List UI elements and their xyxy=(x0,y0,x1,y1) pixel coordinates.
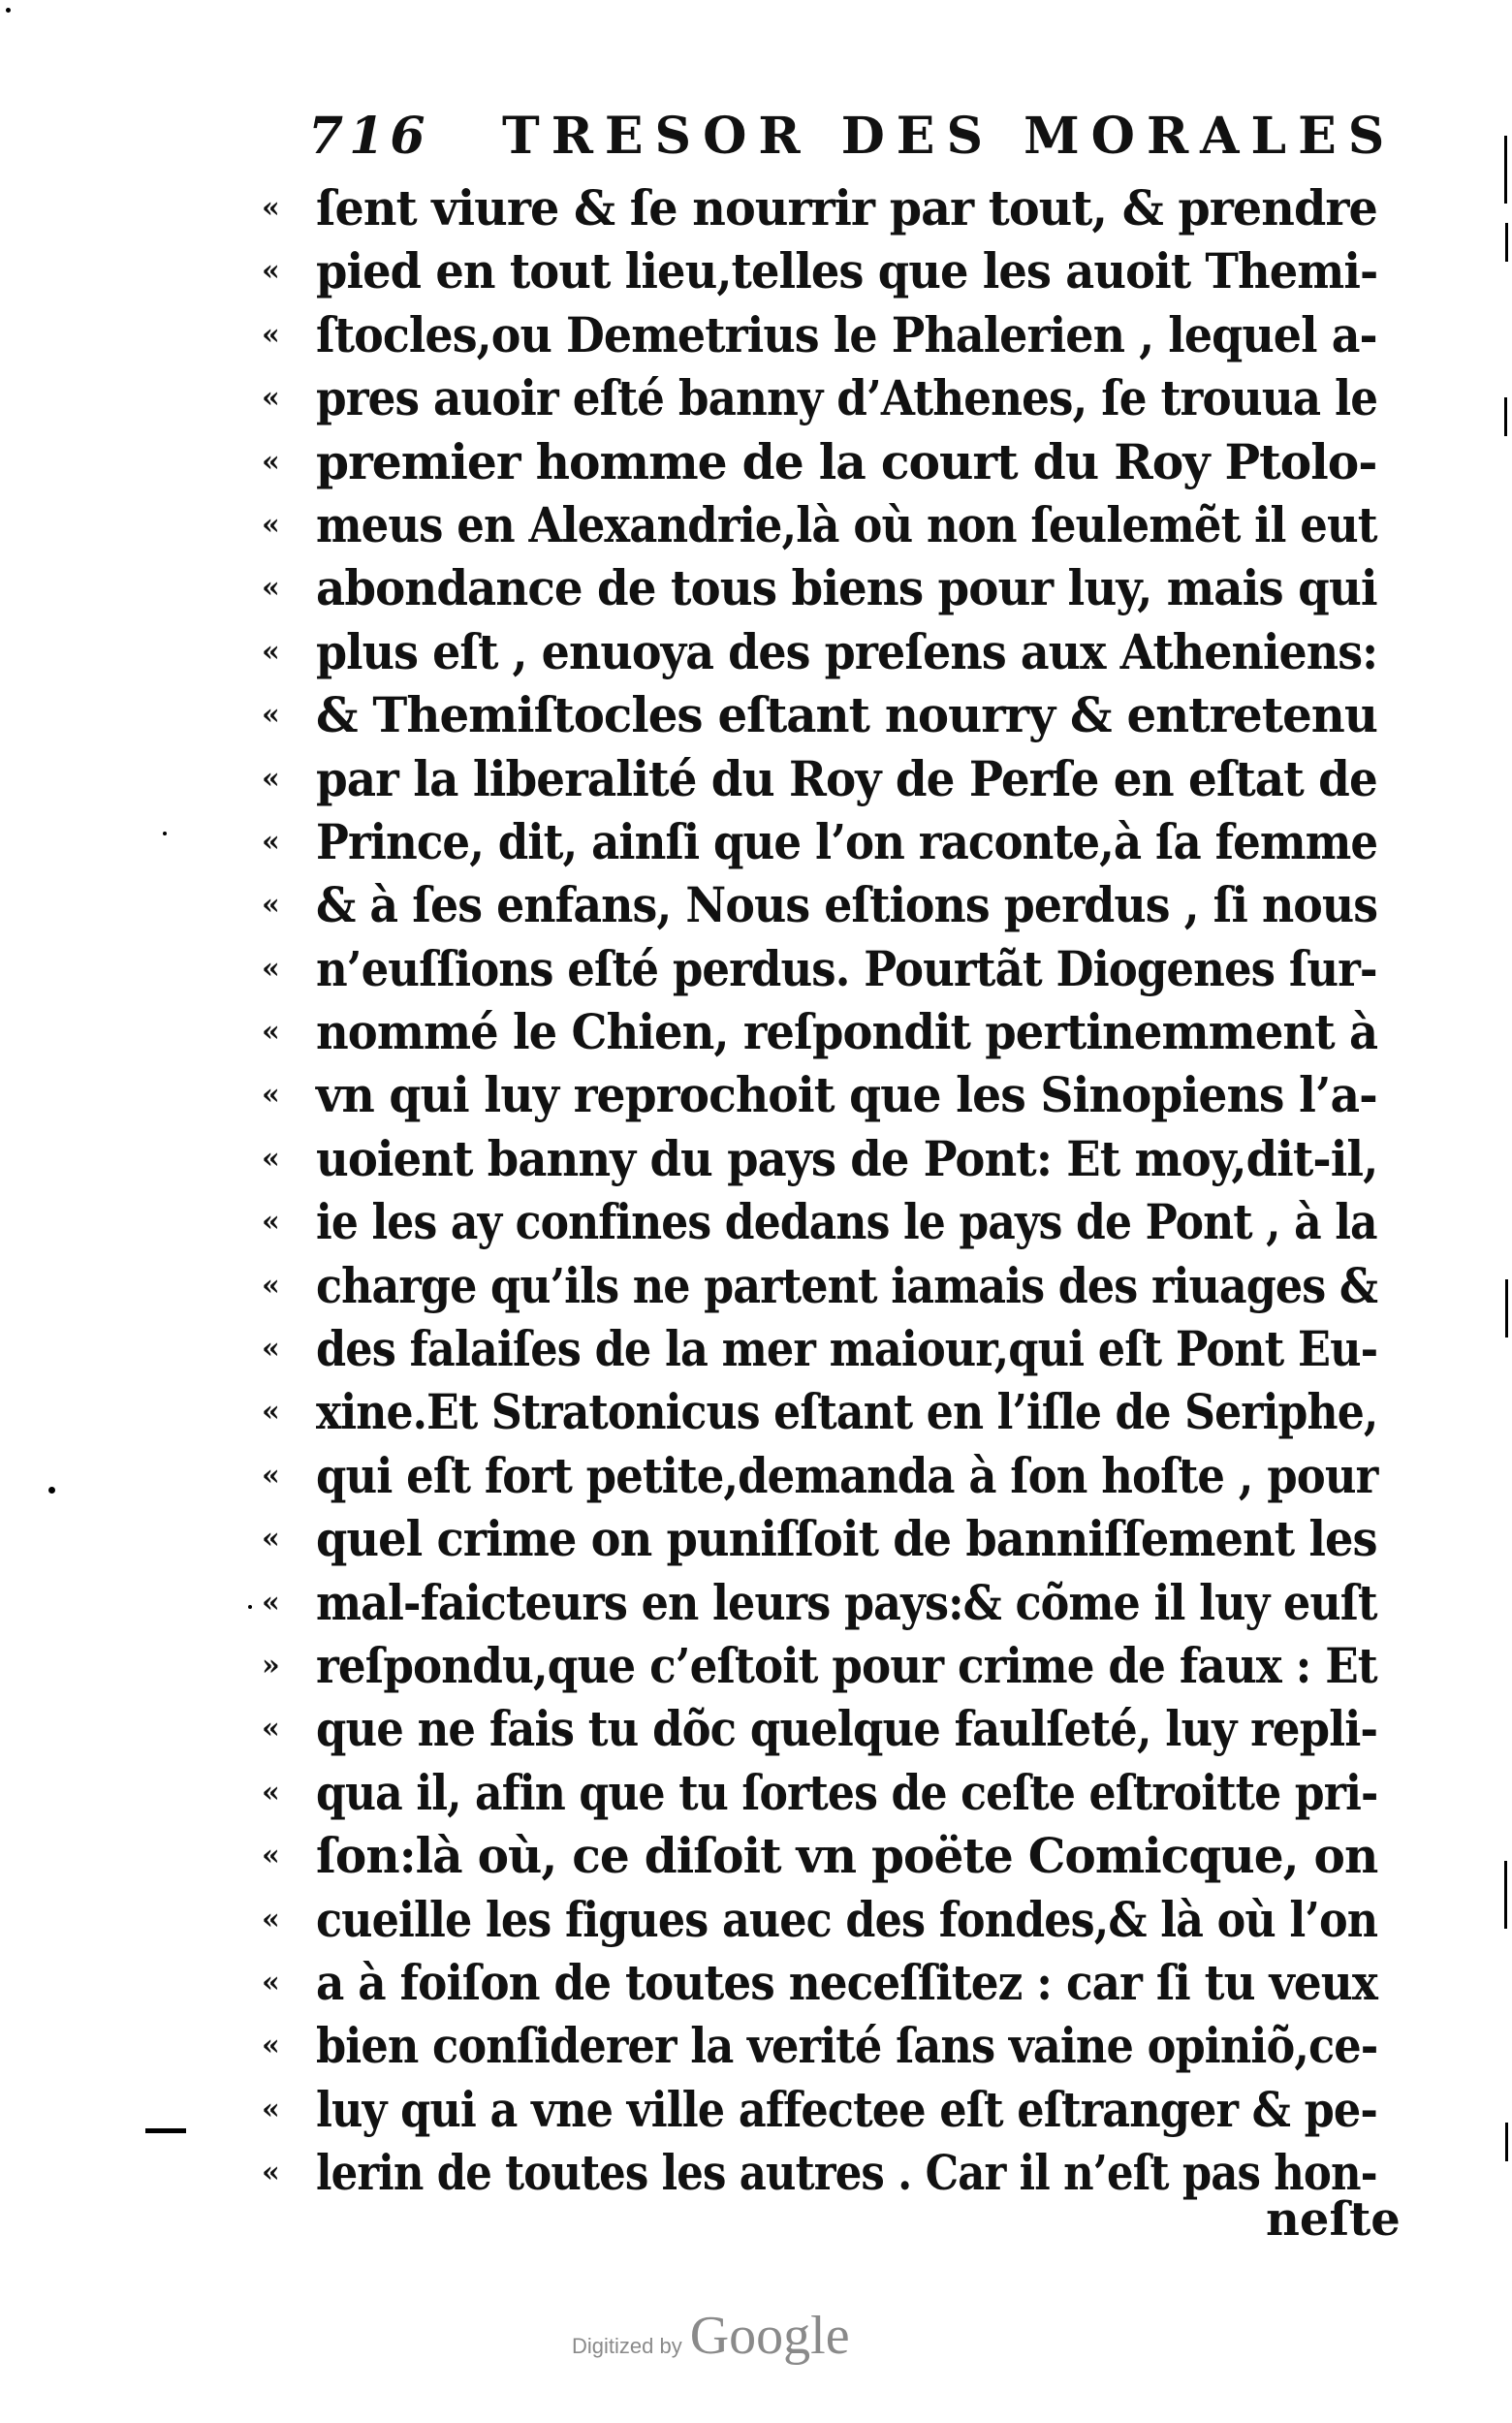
line-text: ſtocles,ou Demetrius le Phalerien , lequel a- xyxy=(316,305,1377,363)
line-text: n’euſſions eſté perdus. Pourtãt Diogenes ſur- xyxy=(316,939,1377,997)
text-line xyxy=(262,1380,1386,1443)
text-line xyxy=(262,1507,1386,1570)
line-text: & Themiſtocles eſtant nourry & entretenu xyxy=(316,686,1378,744)
quote-mark: « xyxy=(262,507,279,542)
quote-mark: « xyxy=(262,2156,279,2190)
text-line xyxy=(262,556,1386,619)
line-text: pres auoir eſté banny d’Athenes, ſe trouua le xyxy=(316,369,1378,427)
line-text: xine.Et Stratonicus eſtant en l’iſle de Seriphe, xyxy=(316,1383,1378,1441)
text-line xyxy=(262,2078,1386,2141)
scan-edge-mark xyxy=(1505,2123,1508,2161)
quote-mark: « xyxy=(262,1332,279,1367)
quote-mark: « xyxy=(262,571,279,606)
line-text: uoient banny du pays de Pont: Et moy,dit-il, xyxy=(316,1129,1378,1187)
text-line xyxy=(262,366,1386,429)
quote-mark: « xyxy=(262,1141,279,1176)
text-line xyxy=(262,1761,1386,1824)
text-line xyxy=(262,1254,1386,1317)
line-text: ie les ay confines dedans le pays de Pont , à la xyxy=(316,1193,1377,1251)
quote-mark: « xyxy=(262,1078,279,1113)
quote-mark: « xyxy=(262,888,279,923)
text-line xyxy=(262,1190,1386,1253)
line-text: pied en tout lieu,telles que les auoit Themi- xyxy=(316,242,1378,300)
line-text: nommé le Chien, reſpondit pertinemment à xyxy=(316,1003,1378,1061)
quote-mark: « xyxy=(262,634,279,669)
quote-mark: « xyxy=(262,1839,279,1873)
line-text: mal-faicteurs en leurs pays:& cõme il luy euſt xyxy=(316,1573,1377,1631)
line-text: quel crime on puniſſoit de banniſſement les xyxy=(316,1510,1377,1568)
text-line xyxy=(262,683,1386,746)
line-text: plus eſt , enuoya des preſens aux Atheniens: xyxy=(316,622,1378,680)
text-line xyxy=(262,2014,1386,2077)
quote-mark: « xyxy=(262,1585,279,1620)
text-line xyxy=(262,1000,1386,1063)
quote-mark: « xyxy=(262,1395,279,1430)
text-line xyxy=(262,1317,1386,1380)
text-line xyxy=(262,873,1386,936)
scan-speck xyxy=(48,1487,55,1494)
text-line xyxy=(262,937,1386,1000)
quote-mark: « xyxy=(262,761,279,796)
quote-mark: « xyxy=(262,824,279,859)
line-text: abondance de tous biens pour luy, mais qui xyxy=(316,559,1377,617)
line-text: des falaiſes de la mer maiour,qui eſt Pont Eu- xyxy=(316,1320,1378,1378)
text-line xyxy=(262,1127,1386,1190)
text-line xyxy=(262,493,1386,556)
line-text: ſent viure & ſe nourrir par tout, & prendre xyxy=(316,179,1377,236)
scan-edge-mark xyxy=(1504,1861,1507,1929)
quote-mark: » xyxy=(262,1648,279,1683)
quote-mark: « xyxy=(262,381,279,416)
text-line xyxy=(262,303,1386,366)
line-text: vn qui luy reprochoit que les Sinopiens l’a- xyxy=(316,1066,1377,1124)
quote-mark: « xyxy=(262,1965,279,1999)
text-line xyxy=(262,176,1386,239)
running-title: TRESOR DES MORALES xyxy=(502,107,1397,166)
line-text: cueille les figues auec des fondes,& là où l’on xyxy=(316,1890,1378,1948)
line-text: & à ſes enfans, Nous eſtions perdus , ſi nous xyxy=(316,876,1378,934)
quote-mark: « xyxy=(262,2029,279,2063)
scan-edge-mark xyxy=(1505,223,1508,262)
line-text: charge qu’ils ne partent iamais des riuages & xyxy=(316,1256,1378,1314)
quote-mark: « xyxy=(262,1902,279,1936)
line-text: meus en Alexandrie,là où non ſeulemẽt il eut xyxy=(316,495,1377,553)
scan-edge-mark xyxy=(1504,136,1507,204)
google-logo: Google xyxy=(689,2306,850,2366)
quote-mark: « xyxy=(262,1712,279,1746)
quote-mark: « xyxy=(262,2092,279,2126)
quote-mark: « xyxy=(262,1205,279,1240)
text-line xyxy=(262,1951,1386,2014)
text-line xyxy=(262,1824,1386,1887)
text-line xyxy=(262,620,1386,683)
quote-mark: « xyxy=(262,1268,279,1303)
running-header xyxy=(308,107,1397,174)
line-text: que ne fais tu dõc quelque faulſeté, luy repli- xyxy=(316,1700,1378,1758)
quote-mark: « xyxy=(262,1458,279,1493)
line-text: reſpondu,que c’eſtoit pour crime de faux : Et xyxy=(316,1636,1377,1694)
scan-edge-mark xyxy=(1505,1279,1508,1337)
line-text: Prince, dit, ainſi que l’on raconte,à ſa femme xyxy=(316,812,1378,870)
text-line xyxy=(262,747,1386,810)
text-line xyxy=(262,2141,1386,2204)
scan-speck xyxy=(248,1605,252,1609)
scan-speck xyxy=(163,832,167,835)
text-line xyxy=(262,1444,1386,1507)
text-line xyxy=(262,810,1386,873)
line-text: lerin de toutes les autres . Car il n’eſt pas hon- xyxy=(316,2144,1377,2202)
line-text: par la liberalité du Roy de Perſe en eſtat de xyxy=(316,749,1377,807)
line-text: ſon:là où, ce diſoit vn poëte Comicque, on xyxy=(316,1827,1378,1885)
digitized-watermark xyxy=(572,2305,850,2367)
line-text: premier homme de la court du Roy Ptolo- xyxy=(316,432,1377,490)
quote-mark: « xyxy=(262,1015,279,1050)
scan-edge-mark xyxy=(1504,397,1507,436)
text-line xyxy=(262,430,1386,493)
text-line xyxy=(262,1888,1386,1951)
quote-mark: « xyxy=(262,444,279,479)
line-text: bien conſiderer la verité ſans vaine opiniõ,ce- xyxy=(316,2017,1378,2075)
quote-mark: « xyxy=(262,191,279,225)
quote-mark: « xyxy=(262,317,279,352)
text-line xyxy=(262,1571,1386,1634)
text-line xyxy=(262,1697,1386,1760)
scan-dash-mark xyxy=(145,2128,186,2133)
quote-mark: « xyxy=(262,1775,279,1809)
page-number: 716 xyxy=(308,107,431,166)
line-text: qua il, afin que tu ſortes de ceſte eſtroitte pri- xyxy=(316,1763,1378,1821)
quote-mark: « xyxy=(262,254,279,289)
line-text: qui eſt fort petite,demanda à ſon hoſte , pour xyxy=(316,1446,1378,1504)
quote-mark: « xyxy=(262,698,279,733)
text-line xyxy=(262,1634,1386,1697)
watermark-prefix: Digitized by xyxy=(572,2334,682,2358)
text-block xyxy=(262,176,1386,2205)
text-line xyxy=(262,1063,1386,1126)
scan-speck xyxy=(6,8,11,13)
line-text: luy qui a vne ville affectee eſt eſtranger & pe- xyxy=(316,2080,1377,2138)
catchword: neſte xyxy=(1266,2192,1401,2247)
text-line xyxy=(262,239,1386,302)
quote-mark: « xyxy=(262,951,279,986)
quote-mark: « xyxy=(262,1522,279,1557)
line-text: a à foiſon de toutes neceſſitez : car ſi tu veux xyxy=(316,1953,1377,2011)
